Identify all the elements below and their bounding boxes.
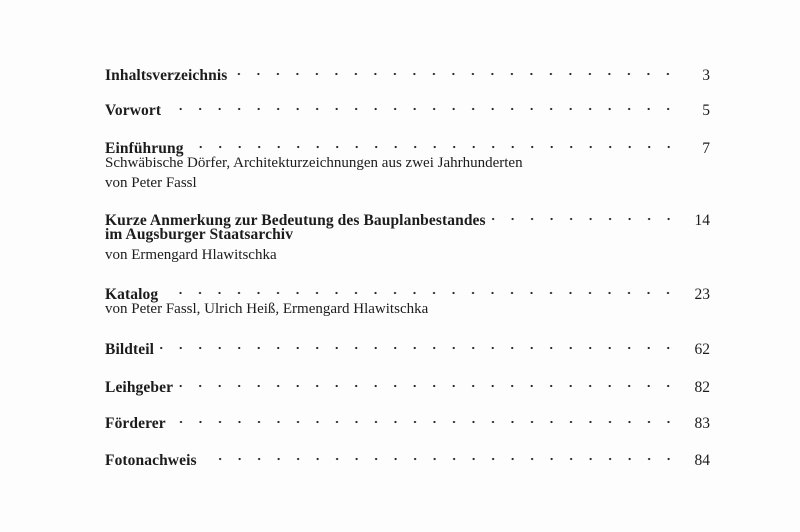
toc-entry-title: Katalog (105, 286, 159, 303)
toc-entry-author: von Peter Fassl, Ulrich Heiß, Ermengard Hlawitschka (105, 301, 429, 317)
toc-entry-title: Förderer (105, 415, 166, 432)
toc-page-number: 3 (702, 67, 710, 84)
toc-entry-fotonachweis (105, 445, 710, 469)
dot-leader (492, 205, 682, 225)
toc-entry-vorwort (105, 95, 710, 119)
toc-entry-author: von Peter Fassl (105, 175, 197, 191)
toc-page-number: 14 (694, 212, 710, 229)
toc-entry-kurze-anmerkung (105, 205, 710, 265)
toc-page-number: 23 (694, 286, 710, 303)
dot-leader (203, 445, 682, 465)
toc-entry-title: Fotonachweis (105, 452, 197, 469)
toc-entry-leihgeber (105, 372, 710, 396)
toc-page-number: 7 (702, 140, 710, 157)
toc-entry-bildteil (105, 334, 710, 358)
toc-entry-katalog (105, 279, 710, 319)
toc-entry-title: Kurze Anmerkung zur Bedeutung des Bauplanbestandes (105, 212, 486, 229)
toc-entry-author: von Ermengard Hlawitschka (105, 247, 277, 263)
dot-leader (160, 334, 682, 354)
toc-entry-foerderer (105, 408, 710, 432)
toc-page-number: 83 (694, 415, 710, 432)
dot-leader (172, 408, 682, 428)
toc-entry-title: Vorwort (105, 102, 162, 119)
toc-entry-einfuehrung (105, 133, 710, 193)
toc-page-number: 84 (694, 452, 710, 469)
toc-page-number: 5 (702, 102, 710, 119)
toc-entry-subtitle: Schwäbische Dörfer, Architekturzeichnungen aus zwei Jahrhunderten (105, 155, 523, 171)
toc-entry-title: Leihgeber (105, 379, 174, 396)
dot-leader (190, 133, 682, 153)
dot-leader (164, 279, 682, 299)
dot-leader (167, 95, 682, 115)
toc-entry-title-continued: im Augsburger Staatsarchiv (105, 226, 294, 243)
toc-entry-title: Bildteil (105, 341, 155, 358)
toc-page-number: 82 (694, 379, 710, 396)
toc-entry-inhaltsverzeichnis (105, 60, 710, 84)
dot-leader (233, 60, 682, 80)
toc-entry-title: Inhaltsverzeichnis (105, 67, 228, 84)
dot-leader (179, 372, 682, 392)
toc-page-number: 62 (694, 341, 710, 358)
toc-entry-title: Einführung (105, 140, 184, 157)
